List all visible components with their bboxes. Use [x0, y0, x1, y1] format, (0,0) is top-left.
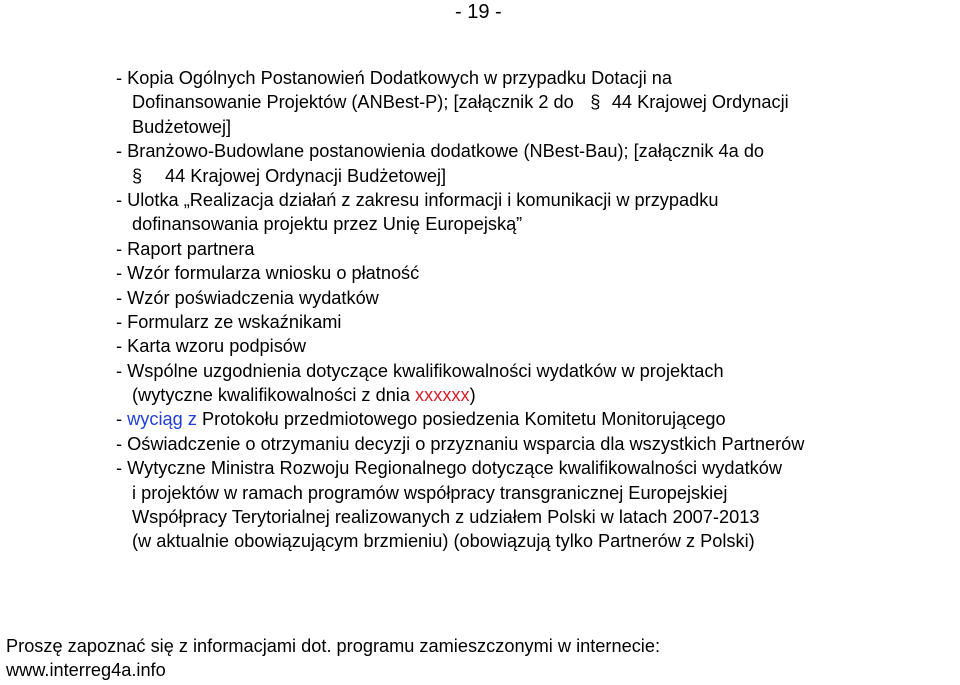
list-dash: - [116, 336, 123, 357]
list-dash: - [116, 409, 123, 430]
list-item-text: Ulotka „Realizacja działań z zakresu informacji i komunikacji w przypadku [127, 189, 719, 210]
list-item [116, 66, 960, 139]
footer-text: Proszę zapoznać się z informacjami dot. programu zamieszczonymi w internecie: [6, 636, 660, 656]
list-item-text: Kopia Ogólnych Postanowień Dodatkowych w przypadku Dotacji na [127, 68, 673, 88]
list-item-line [116, 383, 960, 407]
list-item-line [116, 164, 960, 188]
list-dash: - [116, 238, 123, 259]
list-item-text: Wytyczne Ministra Rozwoju Regionalnego dotyczące kwalifikowalności wydatków [127, 458, 782, 479]
section-sign: § [590, 92, 601, 113]
highlighted-text: wyciąg z [127, 409, 197, 430]
list-item-line [116, 529, 960, 553]
page-number: - 19 - [455, 1, 502, 23]
list-item [116, 188, 960, 237]
list-item [116, 139, 960, 188]
footer-note [6, 634, 956, 682]
list-dash: - [116, 458, 123, 479]
list-item-text: Oświadczenie o otrzymaniu decyzji o przyznaniu wsparcia dla wszystkich Partnerów [127, 433, 805, 454]
list-item [116, 432, 960, 456]
list-item [116, 310, 960, 334]
list-item-line [116, 188, 960, 212]
list-item-text: Budżetowej] [132, 116, 232, 137]
footer-url[interactable]: www.interreg4a.info [6, 660, 166, 680]
list-item-text: ) [469, 385, 476, 406]
list-dash: - [116, 141, 123, 162]
list-dash: - [116, 433, 123, 454]
list-item-line [116, 115, 960, 139]
list-item-line [116, 212, 960, 236]
list-item-text: (w aktualnie obowiązującym brzmieniu) (obowiązują tylko Partnerów z Polski) [132, 531, 755, 552]
list-item-text: Wzór poświadczenia wydatków [127, 287, 379, 308]
list-item-text: Karta wzoru podpisów [127, 336, 307, 357]
list-item-line [116, 66, 960, 90]
list-dash: - [116, 189, 123, 210]
list-item-line [116, 139, 960, 163]
list-dash: - [116, 311, 123, 332]
list-item [116, 237, 960, 261]
list-item [116, 261, 960, 285]
list-item-text: (wytyczne kwalifikowalności z dnia [132, 385, 410, 406]
list-item-text: Raport partnera [127, 238, 255, 259]
list-item-text: 44 Krajowej Ordynacji [611, 92, 789, 113]
list-dash: - [116, 263, 123, 284]
list-item-line [116, 456, 960, 480]
list-item-text: dofinansowania projektu przez Unię Europejską” [132, 214, 523, 235]
list-item-text: Współpracy Terytorialnej realizowanych z udziałem Polski w latach 2007-2013 [132, 507, 760, 528]
section-sign: § [132, 165, 143, 186]
list-item-text: Protokołu przedmiotowego posiedzenia Komitetu Monitorującego [201, 409, 726, 430]
list-item [116, 456, 960, 554]
list-item-line [116, 359, 960, 383]
list-item-line [116, 505, 960, 529]
list-item-text: 44 Krajowej Ordynacji Budżetowej] [165, 165, 447, 186]
list-item-text: Wspólne uzgodnienia dotyczące kwalifikowalności wydatków w projektach [127, 360, 724, 381]
attachments-list [116, 66, 960, 554]
list-item [116, 334, 960, 358]
list-dash: - [116, 287, 123, 308]
list-item-text: i projektów w ramach programów współpracy transgranicznej Europejskiej [132, 482, 728, 503]
list-item-text: Branżowo-Budowlane postanowienia dodatkowe (NBest-Bau); [załącznik 4a do [127, 141, 765, 162]
list-item-text: Wzór formularza wniosku o płatność [127, 263, 420, 284]
list-dash: - [116, 360, 123, 381]
list-item [116, 407, 960, 431]
list-item [116, 286, 960, 310]
list-item-line [116, 481, 960, 505]
list-item-line [116, 90, 960, 114]
list-dash: - [116, 68, 123, 88]
date-placeholder: xxxxxx [415, 385, 470, 406]
list-item-text: Formularz ze wskaźnikami [127, 311, 342, 332]
list-item [116, 359, 960, 408]
list-item-text: Dofinansowanie Projektów (ANBest-P); [załącznik 2 do [132, 92, 574, 113]
